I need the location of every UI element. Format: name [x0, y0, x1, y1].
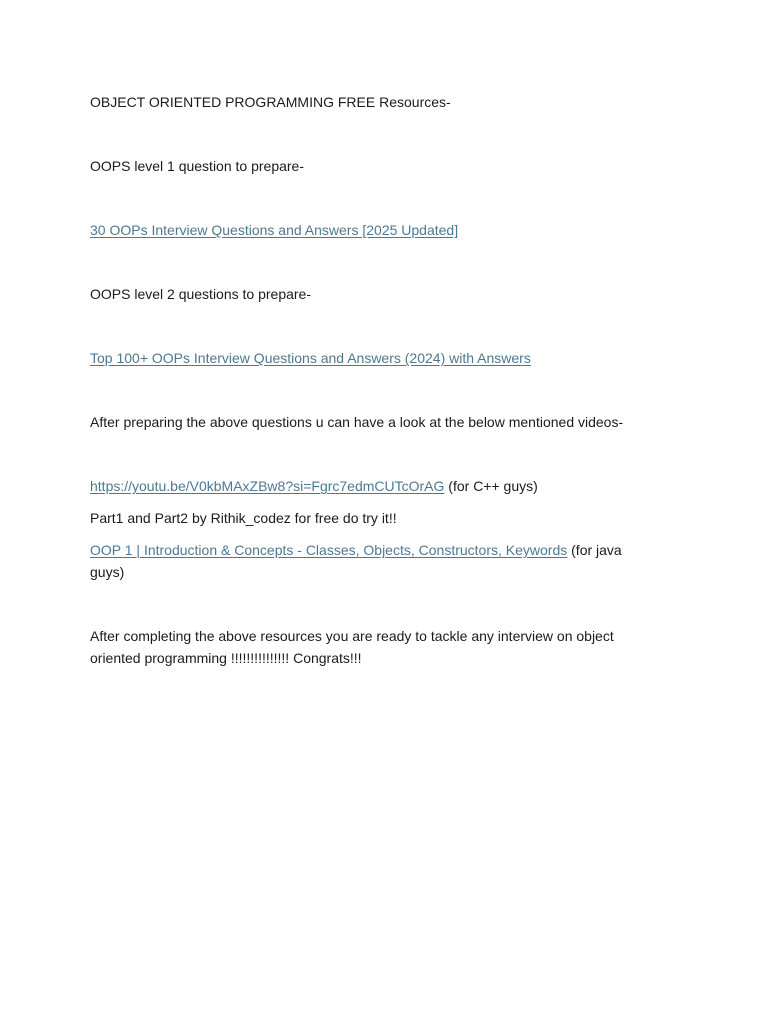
cpp-video-paragraph [90, 475, 650, 497]
level2-label: OOPS level 2 questions to prepare- [90, 286, 312, 302]
java-video-paragraph [90, 539, 650, 583]
level2-link-paragraph [90, 347, 650, 369]
cpp-video-parts: Part1 and Part2 by Rithik_codez for free do try it!! [90, 510, 397, 526]
cpp-video-note: (for C++ guys) [444, 478, 538, 494]
level1-link-paragraph [90, 219, 650, 241]
java-video-link[interactable]: OOP 1 | Introduction & Concepts - Classes, Objects, Constructors, Keywords [90, 542, 568, 558]
videos-intro: After preparing the above questions u can have a look at the below mentioned videos- [90, 414, 624, 430]
level2-questions-link[interactable]: Top 100+ OOPs Interview Questions and Answers (2024) with Answers [90, 350, 531, 366]
level1-questions-link[interactable]: 30 OOPs Interview Questions and Answers [2025 Updated] [90, 222, 459, 238]
document-body [90, 91, 650, 669]
level1-label: OOPS level 1 question to prepare- [90, 158, 305, 174]
closing-paragraph: After completing the above resources you are ready to tackle any interview on object oriented programming !!!!!!!!!!!!!!! Congrats!!! [90, 628, 614, 666]
cpp-video-link[interactable]: https://youtu.be/V0kbMAxZBw8?si=Fgrc7edmCUTcOrAG [90, 478, 445, 494]
java-video-note: (for java guys) [90, 542, 622, 580]
document-heading: OBJECT ORIENTED PROGRAMMING FREE Resources- [90, 94, 451, 110]
